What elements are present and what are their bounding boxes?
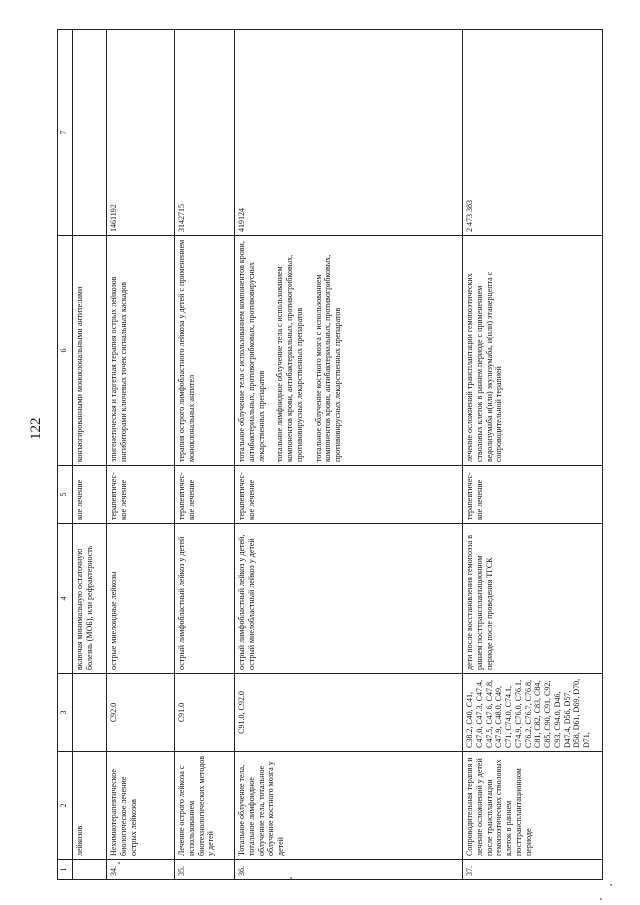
column-header: 4: [58, 524, 73, 674]
row-name: Нехимиотерапевтическое биологическое лечение острых лейкозов: [107, 752, 175, 860]
row-method: [175, 236, 235, 466]
column-number-row: [58, 30, 73, 880]
page-number: 122: [28, 417, 44, 440]
column-header: 6: [58, 236, 73, 466]
column-header: 2: [58, 752, 73, 860]
row-model: дети после восстановления гемопоэза в раннем посттрансплантационном периоде после проведения ТГСК: [463, 524, 603, 674]
method-paragraph: тотальное лимфоидное облучение тела с использованием компонентов крови, антибактериальных, противогрибковых, противовирусных лекарственных препаратов: [275, 254, 304, 462]
column-header: 7: [58, 30, 73, 236]
table-row: [175, 30, 235, 880]
method-paragraph: лечение осложнений трансплантации гемопоэтических стволовых клеток в раннем периоде с применением ведолизумаба и(или) экулизумаба, и(или) этанерцепта с сопроводительной терапией: [465, 271, 504, 462]
row-number: 34.: [107, 860, 175, 880]
table-row: [107, 30, 175, 880]
row-number: [73, 860, 107, 880]
table-row: [463, 30, 603, 880]
scan-speck: [600, 898, 602, 900]
method-paragraph: тотальное облучение костного мозга с использованием компонентов крови, антибактериальных, противогрибковых, противовирусных лекарственных препаратов: [313, 254, 342, 462]
row-method: [73, 236, 107, 466]
row-cost: 1461192: [107, 30, 175, 236]
row-number: 37.: [463, 860, 603, 880]
row-model: острый лимфобластный лейкоз у детей: [175, 524, 235, 674]
row-model: острый лимфобластный лейкоз у детей, острый миелобластный лейкоз у детей: [235, 524, 463, 674]
row-codes: C91.0: [175, 674, 235, 752]
row-codes: C91.0, C92.0: [235, 674, 463, 752]
scan-speck: [118, 862, 120, 864]
row-number: 35.: [175, 860, 235, 880]
row-cost: 3142715: [175, 30, 235, 236]
row-codes: C92.0: [107, 674, 175, 752]
row-name: Тотальное облучение тела, тотальное лимфоидное облучение тела, тотальное облучение костного мозга у детей: [235, 752, 463, 860]
row-method: [463, 236, 603, 466]
row-model: острые миелоидные лейкозы: [107, 524, 175, 674]
row-treatment-type: терапевтичес-кое лечение: [107, 466, 175, 524]
method-paragraph: конъюгированными моноклональными антителами: [75, 286, 84, 462]
method-paragraph: эпигенетическая и таргетная терапия острых лейкозов ингибиторами ключевых точек сигнальных каскадов: [109, 276, 128, 462]
row-number: 36.: [235, 860, 463, 880]
row-codes: C38.2, C40, C41, C47.0, C47.3, C47.4, C47.5, C47.6, C47.8, C47.9, C48.0, C49, C71, C74.0, C74.1, C74.9, C76.0, C76.1, C76.2, C76.7, C76.8, C81, C82, C83, C84, C85, C90, C91, C92, C93, C94.0, D46, D47.4, D56, D57, D58, D61, D69, D70, D71,: [463, 674, 603, 752]
method-paragraph: тотальное облучение тела с использованием компонентов крови, антибактериальных, противогрибковых, противовирусных лекарственных препаратов: [237, 241, 266, 462]
row-method: [107, 236, 175, 466]
row-treatment-type: кое лечение: [73, 466, 107, 524]
column-header: 1: [58, 860, 73, 880]
row-treatment-type: терапевтичес-кое лечение: [175, 466, 235, 524]
row-model: включая минимальную остаточную болезнь (МОБ), или рефрактерность: [73, 524, 107, 674]
row-codes: [73, 674, 107, 752]
scan-speck: [610, 884, 612, 886]
scan-speck: [290, 877, 292, 879]
row-method: [235, 236, 463, 466]
row-treatment-type: терапевтичес-кое лечение: [463, 466, 603, 524]
row-cost: 419124: [235, 30, 463, 236]
row-cost: [73, 30, 107, 236]
row-name: Лечение острого лейкоза с использованием биотехнологических методов у детей: [175, 752, 235, 860]
row-name: лейкозов: [73, 752, 107, 860]
rotated-table-container: [57, 30, 598, 880]
column-header: 3: [58, 674, 73, 752]
row-cost: 2 473 383: [463, 30, 603, 236]
column-header: 5: [58, 466, 73, 524]
table-row: [235, 30, 463, 880]
method-paragraph: терапия острого лимфобластного лейкоза у детей с применением моноклональных антител: [177, 239, 196, 462]
services-table: [57, 29, 603, 880]
row-name: Сопроводительная терапия и лечение осложнений у детей после трансплантации гемопоэтических стволовых клеток в раннем посттрансплантационном периоде: [463, 752, 603, 860]
row-treatment-type: терапевтичес-кое лечение: [235, 466, 463, 524]
table-row: [73, 30, 107, 880]
